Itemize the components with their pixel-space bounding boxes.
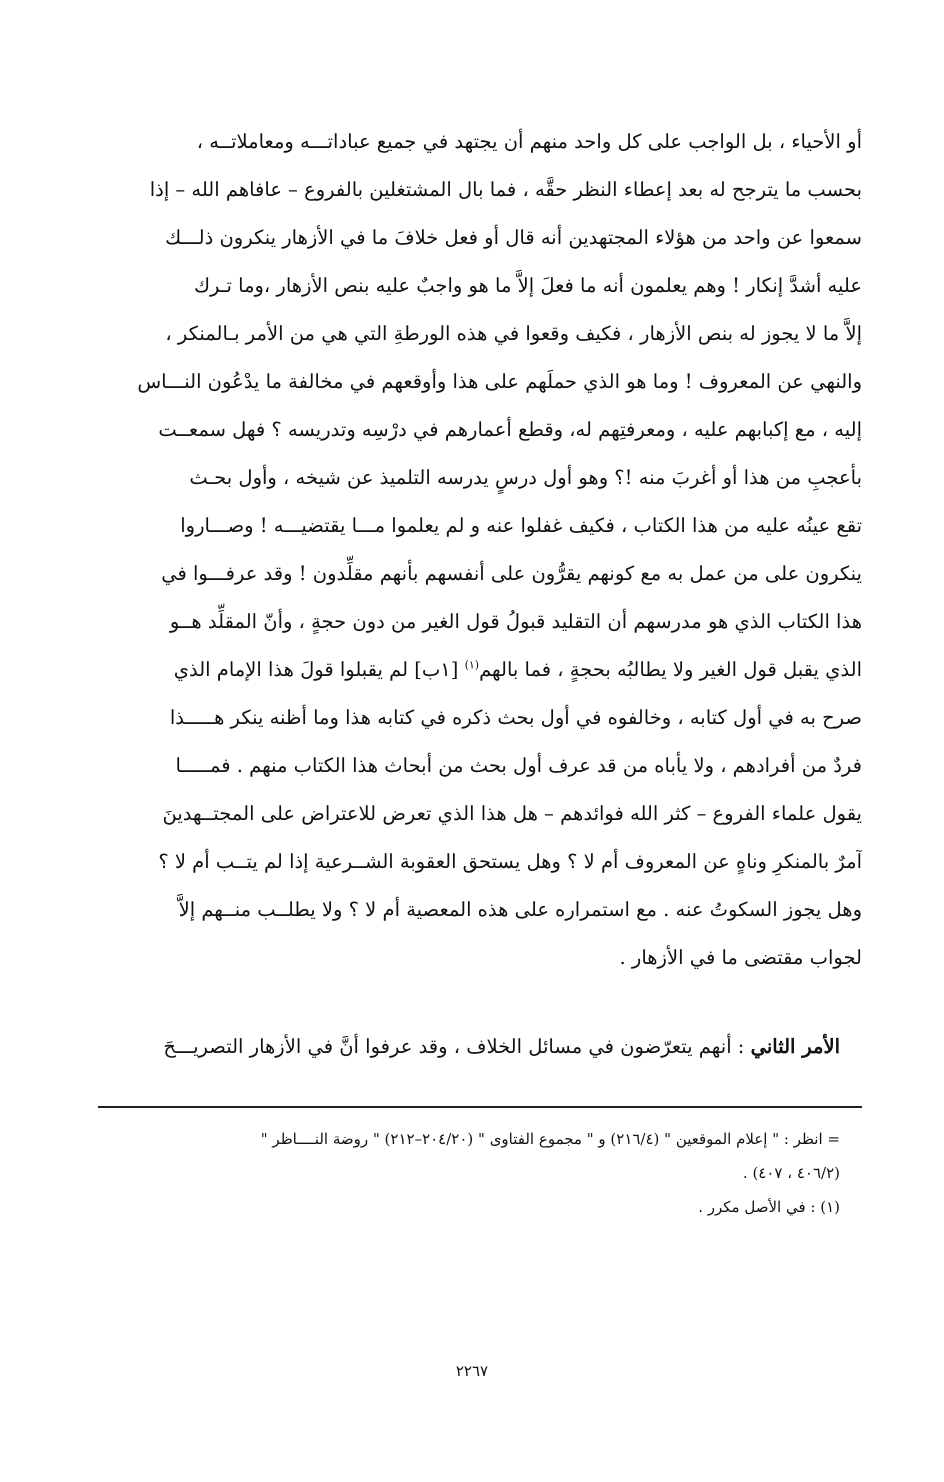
text-line: فردٌ من أفرادهم ، ولا يأباه من قد عرف أول بحث من أبحاث هذا الكتاب منهم . فمـــــا [175,754,862,777]
text-line: صرح به في أول كتابه ، وخالفوه في أول بحث ذكره في كتابه هذا وما أظنه ينكر هـــــذا [169,706,862,729]
footnote-continuation: (٤٠٦/٢ ، ٤٠٧) . [742,1164,840,1182]
text-segment: الذي يقبل قول الغير ولا يطالبُه بحجةٍ ، فما بالهم [479,658,862,681]
section-opening-line [100,1023,840,1071]
text-line: هذا الكتاب الذي هو مدرسهم أن التقليد قبولُ قول الغير من دون حجةٍ ، وأنّ المقلِّد هــو [169,610,862,633]
footnotes [100,1122,840,1224]
text-line: تقع عينُه عليه من هذا الكتاب ، فكيف غفلوا عنه و لم يعلموا مـــا يقتضيـــه ! وصـــاروا [180,514,862,537]
main-text-block [100,118,862,982]
section-heading: الأمر الثاني [750,1035,840,1058]
text-line: والنهي عن المعروف ! وما هو الذي حملَهم على هذا وأوقعهم في مخالفة ما يدْعُون النـــاس [137,370,862,393]
section-text: : أنهم يتعرّضون في مسائل الخلاف ، وقد عرفوا أنَّ في الأزهار التصريـــحَ [163,1035,751,1058]
text-line: بحسب ما يترجح له بعد إعطاء النظر حقَّه ، فما بال المشتغلين بالفروع – عافاهم الله – إذا [149,178,862,201]
text-line: إلاَّ ما لا يجوز له بنص الأزهار ، فكيف وقعوا في هذه الورطةِ التي هي من الأمر بـالمنكر ، [165,322,862,345]
footnote-divider [98,1106,862,1108]
text-line-with-footnote [100,646,862,694]
text-line: ينكرون على من عمل به مع كونهم يقرُّون على أنفسهم بأنهم مقلِّدون ! وقد عرفـــوا في [161,562,862,585]
text-segment: [١ب] لم يقبلوا قولَ هذا الإمام الذي [173,658,465,681]
text-line: آمرٌ بالمنكرِ وناهٍ عن المعروف أم لا ؟ وهل يستحق العقوبة الشــرعية إذا لم يتــب أم لا ؟ [158,850,862,873]
text-line: إليه ، مع إكبابهم عليه ، ومعرفتِهم له، وقطع أعمارهم في درْسِه وتدريسه ؟ فهل سمعــت [158,418,862,441]
text-line: أو الأحياء ، بل الواجب على كل واحد منهم أن يجتهد في جميع عباداتـــه ومعاملاتــه ، [196,130,862,153]
text-line: سمعوا عن واحد من هؤلاء المجتهدين أنه قال أو فعل خلافَ ما في الأزهار ينكرون ذلـــك [165,226,862,249]
text-line: لجواب مقتضى ما في الأزهار . [619,946,862,969]
text-line: يقول علماء الفروع – كثر الله فوائدهم – هل هذا الذي تعرض للاعتراض على المجتــهدينَ [162,802,862,825]
footnote-ref-1[interactable]: (١) [464,658,480,672]
page-number: ٢٢٦٧ [455,1362,489,1380]
footnote-continuation: = انظر : " إعلام الموقعين " (٢١٦/٤) و " مجموع الفتاوى " (٢٠٤/٢٠–٢١٢) " روضة النــــاظر " [260,1130,840,1148]
text-line: بأعجبِ من هذا أو أغربَ منه !؟ وهو أول درسٍ يدرسه التلميذ عن شيخه ، وأول بحـث [189,466,862,489]
text-line: عليه أشدَّ إنكار ! وهم يعلمون أنه ما فعلَ إلاَّ ما هو واجبٌ عليه بنص الأزهار ،وما تـرك [193,274,862,297]
footnote-1: (١) : في الأصل مكرر . [698,1198,840,1216]
text-line: وهل يجوز السكوتُ عنه . مع استمراره على هذه المعصية أم لا ؟ ولا يطلــب منــهم إلاَّ [178,898,862,921]
